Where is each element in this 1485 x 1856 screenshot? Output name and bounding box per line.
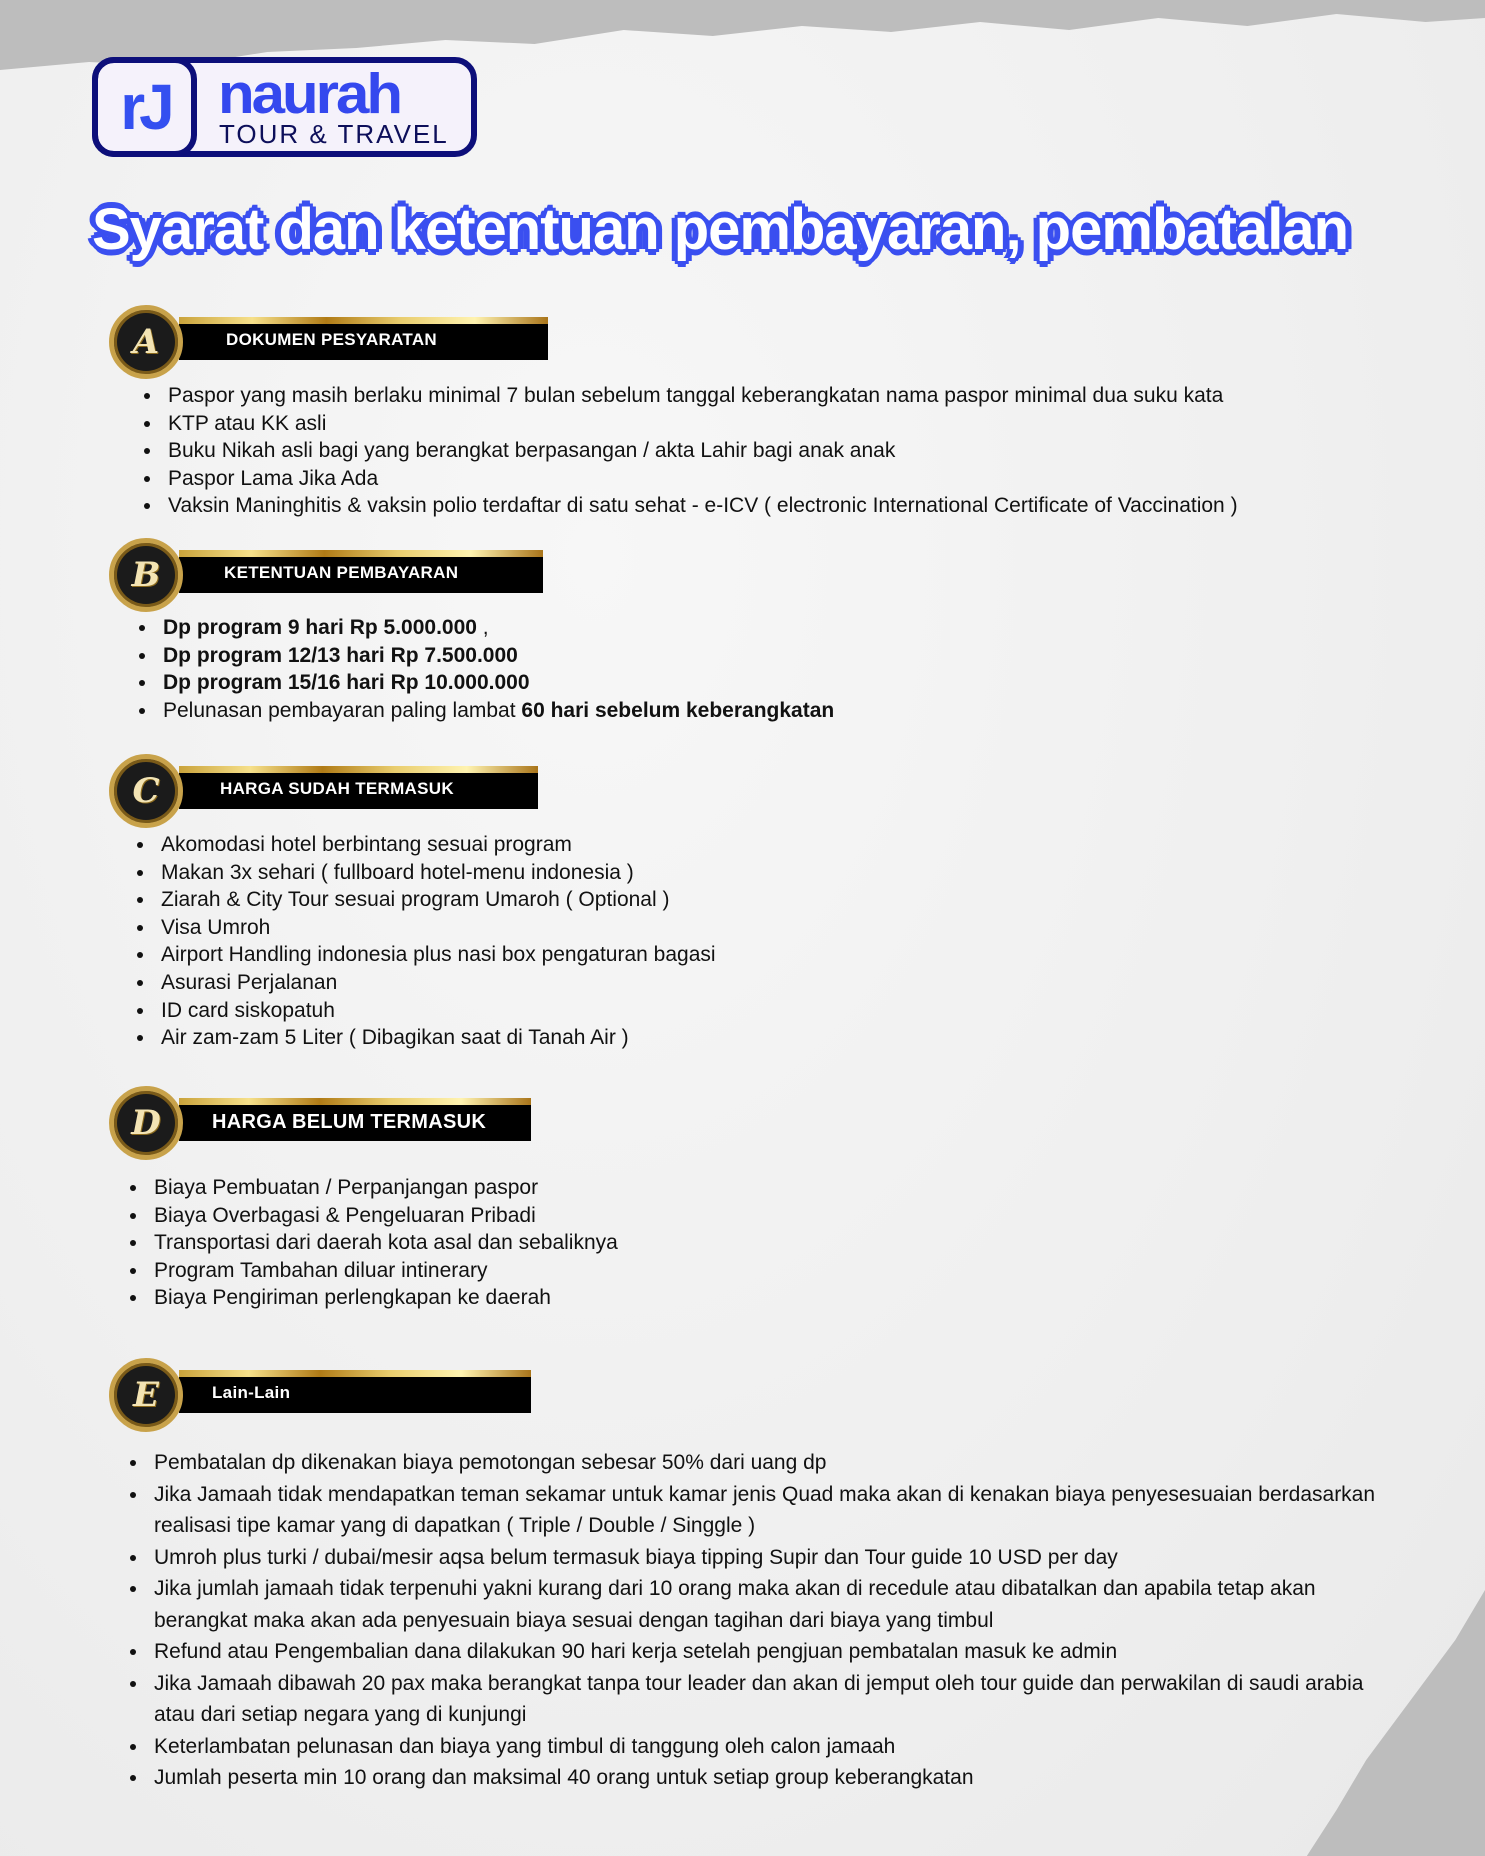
section-list-e xyxy=(130,1447,1385,1794)
section-label: HARGA SUDAH TERMASUK xyxy=(220,779,454,798)
badge-icon xyxy=(109,1086,183,1160)
badge-icon xyxy=(109,305,183,379)
list-item: Jika jumlah jamaah tidak terpenuhi yakni kurang dari 10 orang maka akan di recedule atau dibatalkan dan apabila tetap akan berangkat maka akan ada penyesuain biaya sesuai dengan tagihan dari biaya yang timbul xyxy=(130,1573,1385,1636)
section-list-b xyxy=(139,614,1385,724)
list-item: Program Tambahan diluar intinerary xyxy=(130,1257,1385,1285)
list-item: Makan 3x sehari ( fullboard hotel-menu indonesia ) xyxy=(137,859,1385,887)
list-item: Visa Umroh xyxy=(137,914,1385,942)
page-title: Syarat dan ketentuan pembayaran, pembatalan xyxy=(92,197,1348,262)
item-text: Pelunasan pembayaran paling lambat xyxy=(163,698,522,722)
section-header-b xyxy=(109,550,543,593)
list-item xyxy=(139,697,1385,725)
list-item: Jika Jamaah tidak mendapatkan teman sekamar untuk kamar jenis Quad maka akan di kenakan biaya penyesesuaian berdasarkan realisasi tipe kamar yang di dapatkan ( Triple / Double / Singgle ) xyxy=(130,1479,1385,1542)
list-item: Vaksin Maninghitis & vaksin polio terdaftar di satu sehat - e-ICV ( electronic International Certificate of Vaccination ) xyxy=(144,492,1385,520)
list-item: Refund atau Pengembalian dana dilakukan 90 hari kerja setelah pengjuan pembatalan masuk ke admin xyxy=(130,1636,1385,1668)
list-item: Paspor Lama Jika Ada xyxy=(144,465,1385,493)
badge-icon xyxy=(109,1358,183,1432)
section-header-e xyxy=(109,1370,531,1413)
section-list-a xyxy=(144,382,1385,520)
item-bold-text: Dp program 15/16 hari Rp 10.000.000 xyxy=(163,671,530,695)
section-list-c xyxy=(137,831,1385,1052)
badge-letter: E xyxy=(133,1375,159,1415)
item-bold-text: Dp program 12/13 hari Rp 7.500.000 xyxy=(163,643,518,667)
list-item: Transportasi dari daerah kota asal dan sebaliknya xyxy=(130,1229,1385,1257)
item-bold-text: 60 hari sebelum keberangkatan xyxy=(521,698,835,722)
logo-subtitle: TOUR & TRAVEL xyxy=(219,119,449,149)
badge-letter: C xyxy=(132,771,160,811)
section-list-d xyxy=(130,1174,1385,1312)
list-item: KTP atau KK asli xyxy=(144,410,1385,438)
badge-icon xyxy=(109,754,183,828)
logo xyxy=(92,57,477,157)
list-item xyxy=(139,642,1385,670)
section-label: DOKUMEN PESYARATAN xyxy=(226,330,437,349)
list-item xyxy=(139,669,1385,697)
list-item xyxy=(139,614,1385,642)
list-item: Akomodasi hotel berbintang sesuai program xyxy=(137,831,1385,859)
section-label: Lain-Lain xyxy=(212,1383,291,1402)
section-header-d xyxy=(109,1098,531,1141)
logo-mark-icon: rJ xyxy=(92,57,197,157)
list-item: Asurasi Perjalanan xyxy=(137,969,1385,997)
section-label: KETENTUAN PEMBAYARAN xyxy=(224,563,459,582)
item-bold-text: Dp program 9 hari Rp 5.000.000 xyxy=(163,616,477,639)
logo-name: naurah xyxy=(218,61,401,126)
list-item: Biaya Pengiriman perlengkapan ke daerah xyxy=(130,1284,1385,1312)
list-item: Air zam-zam 5 Liter ( Dibagikan saat di Tanah Air ) xyxy=(137,1024,1385,1052)
list-item: Jumlah peserta min 10 orang dan maksimal 40 orang untuk setiap group keberangkatan xyxy=(130,1762,1385,1794)
list-item: Umroh plus turki / dubai/mesir aqsa belum termasuk biaya tipping Supir dan Tour guide 10 USD per day xyxy=(130,1542,1385,1574)
list-item: Biaya Pembuatan / Perpanjangan paspor xyxy=(130,1174,1385,1202)
list-item: Biaya Overbagasi & Pengeluaran Pribadi xyxy=(130,1202,1385,1230)
badge-letter: B xyxy=(131,555,161,595)
list-item: Paspor yang masih berlaku minimal 7 bulan sebelum tanggal keberangkatan nama paspor minimal dua suku kata xyxy=(144,382,1385,410)
section-label: HARGA BELUM TERMASUK xyxy=(212,1111,487,1133)
section-header-c xyxy=(109,766,538,809)
list-item: Keterlambatan pelunasan dan biaya yang timbul di tanggung oleh calon jamaah xyxy=(130,1731,1385,1763)
list-item: Buku Nikah asli bagi yang berangkat berpasangan / akta Lahir bagi anak anak xyxy=(144,437,1385,465)
badge-letter: A xyxy=(132,322,160,362)
badge-icon xyxy=(109,538,183,612)
list-item: Jika Jamaah dibawah 20 pax maka berangkat tanpa tour leader dan akan di jemput oleh tour guide dan perwakilan di saudi arabia atau dari setiap negara yang di kunjungi xyxy=(130,1668,1385,1731)
list-item: Pembatalan dp dikenakan biaya pemotongan sebesar 50% dari uang dp xyxy=(130,1447,1385,1479)
item-text: , xyxy=(476,616,489,639)
list-item: Ziarah & City Tour sesuai program Umaroh ( Optional ) xyxy=(137,886,1385,914)
badge-letter: D xyxy=(131,1103,161,1143)
list-item: Airport Handling indonesia plus nasi box pengaturan bagasi xyxy=(137,941,1385,969)
section-header-a xyxy=(109,317,548,360)
list-item: ID card siskopatuh xyxy=(137,997,1385,1025)
